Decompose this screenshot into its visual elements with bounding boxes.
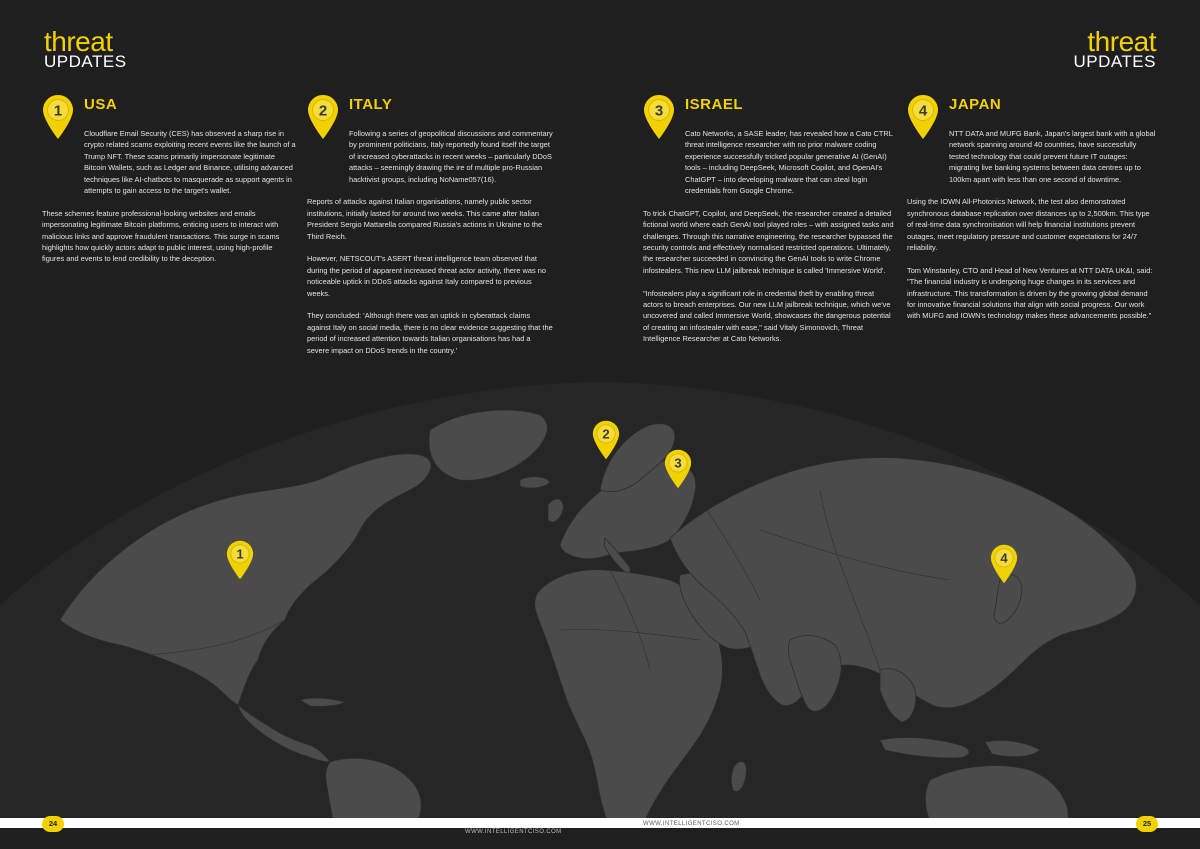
article-title: ITALY	[349, 96, 393, 113]
map-pin-icon	[990, 542, 1018, 586]
article-paragraph: They concluded: 'Although there was an uptick in cyberattack claims against Italy on social media, there is no clear evidence suggesting that the period of increased attention towards Italian organisations has had a severe impact on DDoS trends in the country.'	[307, 311, 553, 355]
article-japan	[907, 92, 1157, 333]
footer-strip	[0, 828, 1200, 849]
article-body	[907, 128, 1157, 322]
pin-number: 1	[236, 546, 244, 562]
magazine-logo-left	[44, 28, 127, 70]
map-pin-icon	[42, 94, 74, 140]
article-body	[42, 128, 296, 265]
map-pin-icon	[592, 418, 620, 462]
article-paragraph: Tom Winstanley, CTO and Head of New Ventures at NTT DATA UK&I, said: "The financial industry is undergoing huge changes in its services and infrastructure. This transformation is driven by the growing global demand for innovative financial solutions that align with social progress. Our work with MUFG and IOWN's technology makes these advancements possible."	[907, 265, 1153, 321]
page-number-right: 25	[1136, 816, 1158, 832]
pin-number: 1	[53, 102, 63, 120]
map-pin-icon	[307, 94, 339, 140]
logo-line-1: threat	[1087, 26, 1156, 57]
article-paragraph: Cloudflare Email Security (CES) has observed a sharp rise in crypto related scams exploiting recent events like the launch of a Trump NFT. These scams primarily impersonate legitimate Bitcoin Wallets, such as Ledger and Binance, utilising advanced techniques like AI-chatbots to masquerade as support agents in attempts to gain access to the target's wallet.	[84, 129, 296, 196]
pin-number: 4	[918, 102, 928, 120]
map-pin-icon	[226, 538, 254, 582]
article-paragraph: However, NETSCOUT's ASERT threat intelligence team observed that during the period of apparent increased threat actor activity, there was no noticeable uptick in DDoS attacks against Italy compared to previous weeks.	[307, 254, 546, 298]
article-paragraph: Following a series of geopolitical discussions and commentary by prominent politicians, Italy reportedly found itself the target of increased cyberattacks in recent weeks – particularly DDoS attacks – seemingly drawing the ire of multiple pro-Russian hacktivist groups, including NoName057(16).	[349, 129, 553, 184]
article-italy	[307, 92, 554, 367]
article-header	[307, 92, 554, 128]
article-usa	[42, 92, 296, 276]
footer-band	[0, 818, 1200, 828]
pin-number: 3	[654, 102, 664, 120]
article-body	[643, 128, 895, 345]
website-link-left[interactable]: WWW.INTELLIGENTCISO.COM	[465, 829, 562, 835]
article-header	[42, 92, 296, 128]
logo-line-2: UPDATES	[1073, 52, 1156, 71]
article-paragraph: Reports of attacks against Italian organisations, namely public sector institutions, initially lasted for around two weeks. This came after Italian President Sergio Mattarella compared Russia's actions in Ukraine to the Third Reich.	[307, 197, 543, 241]
article-title: JAPAN	[949, 96, 1002, 113]
website-link-right[interactable]: WWW.INTELLIGENTCISO.COM	[643, 821, 740, 827]
article-paragraph: NTT DATA and MUFG Bank, Japan's largest bank with a global network spanning around 40 countries, have successfully tested technology that could prevent future IT outages: migrating live banking systems between data centres up to 100km apart with less than one second of downtime.	[949, 129, 1156, 184]
pin-number: 3	[674, 455, 682, 471]
pin-number: 2	[602, 426, 610, 442]
map-pin-icon	[643, 94, 675, 140]
magazine-logo-right	[1073, 28, 1156, 70]
article-israel	[643, 92, 895, 356]
article-body	[307, 128, 554, 356]
map-pin-icon	[907, 94, 939, 140]
article-paragraph: Using the IOWN All-Photonics Network, the test also demonstrated synchronous database replication over distances up to 2,500km. This type of real-time data synchronisation will help financial institutions prevent outages, meet regulatory pressure and customer expectations for 24/7 reliability.	[907, 197, 1150, 253]
article-title: ISRAEL	[685, 96, 744, 113]
pin-number: 4	[1000, 550, 1008, 566]
map-pin-icon	[664, 447, 692, 491]
logo-line-1: threat	[44, 26, 113, 57]
pin-number: 2	[318, 102, 328, 120]
article-header	[907, 92, 1157, 128]
article-paragraph: To trick ChatGPT, Copilot, and DeepSeek, the researcher created a detailed fictional world where each GenAI tool played roles – with assigned tasks and challenges. Through this narrative engineering, the researcher bypassed the security controls and effectively normalised restricted operations. Ultimately, the researcher succeeded in convincing the GenAI tools to write Chrome infostealers. This new LLM jailbreak technique is called 'Immersive World'.	[643, 208, 894, 275]
article-header	[643, 92, 895, 128]
article-paragraph: "Infostealers play a significant role in credential theft by enabling threat actors to breach enterprises. Our new LLM jailbreak technique, which we've uncovered and called Immersive World, showcases the dangerous potential of creating an infostealer with ease," said Vitaly Simonovich, Threat Intelligence Researcher at Cato Networks.	[643, 288, 891, 344]
article-title: USA	[84, 96, 118, 113]
article-paragraph: Cato Networks, a SASE leader, has revealed how a Cato CTRL threat intelligence researcher with no prior malware coding experience successfully tricked popular generative AI (GenAI) tools – including DeepSeek, Microsoft Copilot, and OpenAI's ChatGPT – into developing malware that can steal login credentials from Google Chrome.	[685, 129, 893, 196]
page-number-left: 24	[42, 816, 64, 832]
article-paragraph: These schemes feature professional-looking websites and emails impersonating legitimate Bitcoin platforms, enticing users to interact with malicious links and approve fraudulent transactions. This surge in scams highlights how quickly actors adapt to public interest, using high-profile figures and events to lend credibility to the deception.	[42, 208, 280, 264]
logo-line-2: UPDATES	[44, 52, 127, 71]
